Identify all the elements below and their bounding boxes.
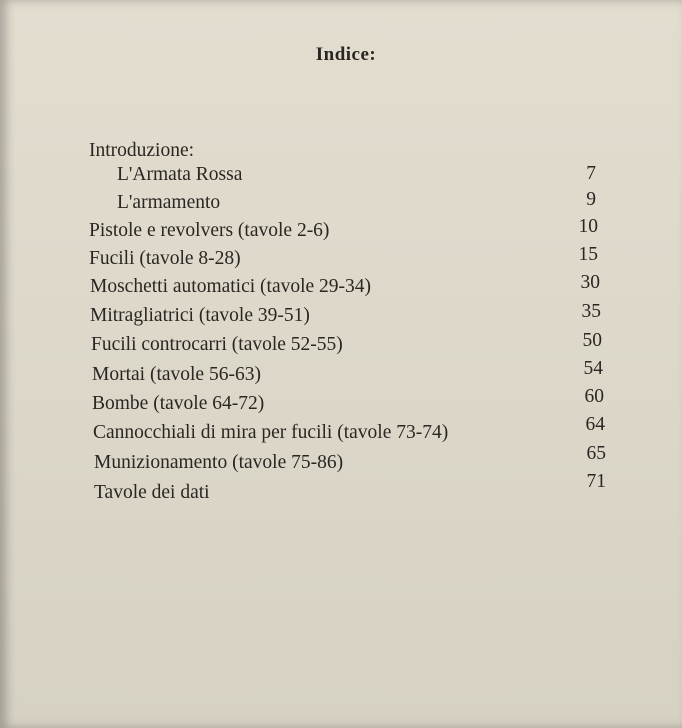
toc-entry-page: 35 — [581, 301, 601, 322]
toc-entry-text: Mitragliatrici (tavole 39-51) — [90, 305, 310, 326]
toc-entry-page: 60 — [584, 386, 604, 407]
toc-entry-text: Bombe (tavole 64-72) — [92, 393, 265, 414]
toc-entry-page: 65 — [586, 443, 606, 464]
index-title: Indice: — [315, 44, 377, 65]
toc-entry-text: Cannocchiali di mira per fucili (tavole 73-74) — [93, 422, 449, 443]
toc-entry-page: 54 — [583, 358, 603, 379]
toc-entry-page: 10 — [578, 216, 598, 237]
toc-entry-page: 9 — [586, 189, 596, 210]
toc-entry-page: 7 — [586, 163, 596, 184]
toc-entry-text: Mortai (tavole 56-63) — [92, 364, 261, 385]
toc-heading-introduzione: Introduzione: — [89, 140, 195, 161]
toc-entry-page: 64 — [585, 414, 605, 435]
toc-entry-page: 15 — [578, 244, 598, 265]
toc-entry-text: Munizionamento (tavole 75-86) — [94, 452, 344, 473]
toc-entry-text: L'Armata Rossa — [117, 164, 243, 185]
toc-entry-page: 30 — [580, 272, 600, 293]
toc-entry-page: 71 — [586, 471, 606, 492]
toc-entry-text: Fucili controcarri (tavole 52-55) — [91, 334, 343, 355]
toc-entry-text: Tavole dei dati — [94, 482, 210, 503]
toc-entry-text: L'armamento — [117, 192, 221, 213]
toc-entry-page: 50 — [582, 330, 602, 351]
toc-entry-text: Fucili (tavole 8-28) — [89, 248, 241, 269]
toc-entry-text: Moschetti automatici (tavole 29-34) — [90, 276, 372, 297]
toc-entry-text: Pistole e revolvers (tavole 2-6) — [89, 220, 330, 241]
